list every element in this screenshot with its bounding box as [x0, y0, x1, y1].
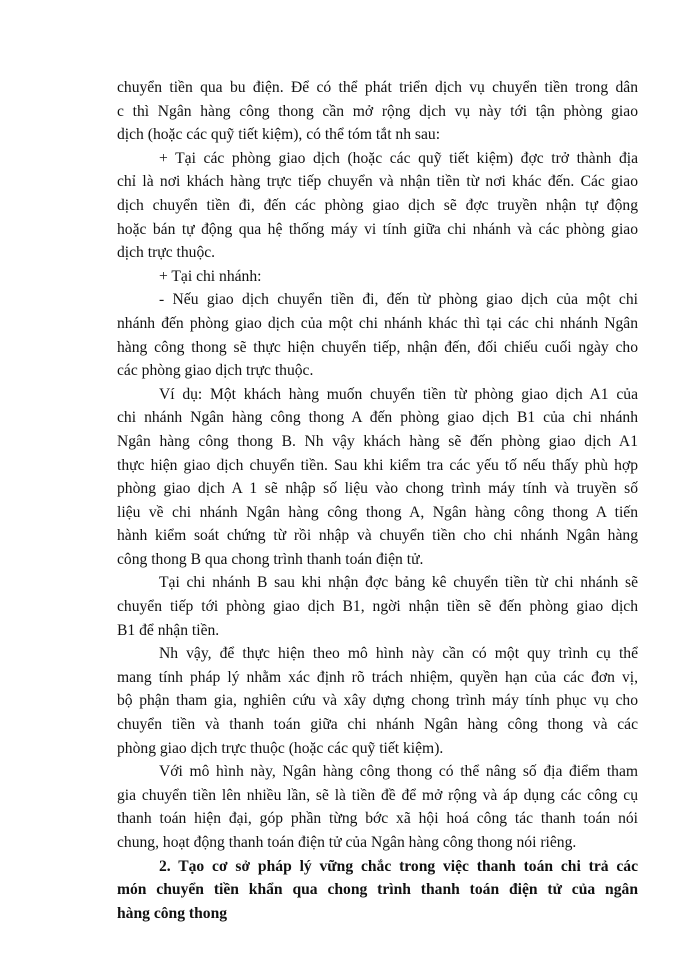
text-line: B1 để nhận tiền.: [117, 621, 220, 639]
body-paragraph: [117, 571, 638, 642]
body-paragraph: [117, 76, 638, 147]
text-line: mang tính pháp lý nhằm xác định rõ trách nhiệm, quyền hạn của các đơn vị,: [117, 668, 638, 686]
text-line: phòng giao dịch A 1 sẽ nhập số liệu vào chong trình máy tính và truyền số: [117, 480, 638, 498]
body-paragraph: [117, 288, 638, 382]
section-heading: [117, 855, 638, 926]
text-line: + Tại các phòng giao dịch (hoặc các quỹ tiết kiệm) đợc trở thành địa: [159, 149, 638, 167]
text-line: hành kiểm soát chứng từ rồi nhập và chuyển tiền cho chi nhánh Ngân hàng: [117, 527, 638, 545]
text-line: Nh vậy, để thực hiện theo mô hình này cần có một quy trình cụ thể: [159, 645, 638, 663]
text-line: thanh toán hiện đại, góp phần từng bớc xã hội hoá công tác thanh toán nói: [117, 810, 638, 828]
text-line: c thì Ngân hàng công thong cần mở rộng dịch vụ này tới tận phòng giao: [117, 102, 638, 120]
text-line: chung, hoạt động thanh toán điện tử của Ngân hàng công thong nói riêng.: [117, 834, 577, 851]
text-line: chi nhánh Ngân hàng công thong A đến phòng giao dịch B1 của chi nhánh: [117, 409, 638, 427]
text-line: chuyển tiền và thanh toán giữa chi nhánh Ngân hàng công thong và các: [117, 716, 638, 734]
text-line: phòng giao dịch trực thuộc (hoặc các quỹ tiết kiệm).: [117, 739, 444, 757]
text-line: dịch chuyển tiền đi, đến các phòng giao dịch sẽ đợc truyền nhận tự động: [117, 196, 638, 214]
text-line: chuyển tiếp tới phòng giao dịch B1, ngời nhận tiền sẽ đến phòng giao dịch: [117, 598, 638, 616]
text-line: thực hiện giao dịch chuyển tiền. Sau khi kiểm tra các yếu tố nếu thấy phù hợp: [117, 456, 638, 474]
text-line: Ngân hàng công thong B. Nh vậy khách hàng sẽ đến phòng giao dịch A1: [117, 432, 638, 450]
text-line: dịch trực thuộc.: [117, 244, 216, 262]
text-line: món chuyển tiền khẩn qua chong trình thanh toán điện tử của ngân: [117, 881, 638, 899]
text-line: chỉ là nơi khách hàng trực tiếp chuyển và nhận tiền từ nơi khác đến. Các giao: [117, 173, 638, 191]
text-line: + Tại chi nhánh:: [159, 267, 262, 285]
text-line: Với mô hình này, Ngân hàng công thong có thể nâng số địa điểm tham: [159, 763, 638, 781]
text-line: Ví dụ: Một khách hàng muốn chuyển tiền từ phòng giao dịch A1 của: [159, 385, 638, 403]
text-line: Tại chi nhánh B sau khi nhận đợc bảng kê chuyển tiền từ chi nhánh sẽ: [159, 574, 638, 592]
body-paragraph: [117, 265, 638, 289]
text-line: dịch (hoặc các quỹ tiết kiệm), có thể tóm tắt nh sau:: [117, 126, 441, 144]
text-line: công thong B qua chong trình thanh toán điện tử.: [117, 550, 424, 568]
text-line: gia chuyển tiền lên nhiều lần, sẽ là tiền đề để mở rộng và áp dụng các công cụ: [117, 786, 638, 804]
text-line: nhánh đến phòng giao dịch của một chi nhánh khác thì tại các chi nhánh Ngân: [117, 314, 638, 332]
body-paragraph: [117, 760, 638, 854]
body-paragraph: [117, 147, 638, 265]
text-line: chuyển tiền qua bu điện. Để có thể phát triển dịch vụ chuyển tiền trong dân: [117, 79, 638, 96]
text-line: bộ phận tham gia, nghiên cứu và xây dựng chong trình máy tính phục vụ cho: [117, 692, 638, 710]
text-line: hoặc bán tự động qua hệ thống máy vi tính giữa chi nhánh và các phòng giao: [117, 220, 638, 238]
body-paragraph: [117, 383, 638, 572]
text-line: liệu về chi nhánh Ngân hàng công thong A, Ngân hàng công thong A tiến: [117, 503, 638, 521]
text-line: 2. Tạo cơ sở pháp lý vững chắc trong việc thanh toán chi trả các: [159, 857, 638, 875]
text-line: hàng công thong: [117, 904, 228, 922]
text-line: hàng công thong sẽ thực hiện chuyển tiếp, nhận đến, đối chiếu cuối ngày cho: [117, 338, 638, 356]
text-line: - Nếu giao dịch chuyển tiền đi, đến từ phòng giao dịch của một chi: [159, 291, 638, 309]
body-paragraph: [117, 642, 638, 760]
text-line: các phòng giao dịch trực thuộc.: [117, 362, 314, 380]
